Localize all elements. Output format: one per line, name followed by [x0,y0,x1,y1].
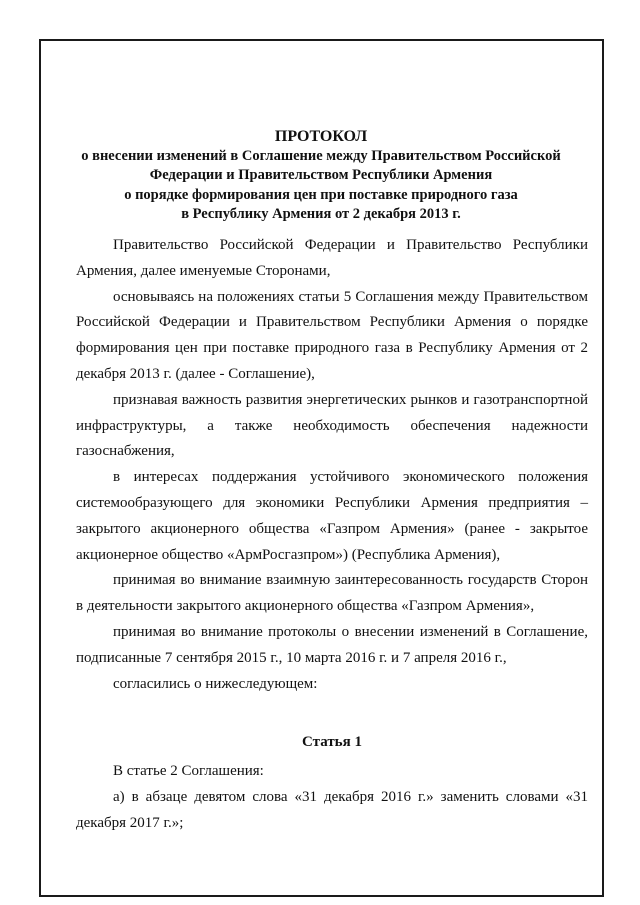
article-title: Статья 1 [302,734,362,751]
preamble-paragraph: Правительство Российской Федерации и Правительство Республики Армения, далее именуемые Сторонами, [76,237,588,279]
preamble-paragraph: согласились о нижеследующем: [113,675,318,692]
preamble-paragraph: в интересах поддержания устойчивого экономического положения системообразующего для экономики Республики Армения предприятия – закрытого акционерного общества «Газпром Армения» (ранее - закрытое акционерное общество «АрмРосгазпром») (Республика Армения), [76,469,588,563]
article-paragraph: а) в абзаце девятом слова «31 декабря 2016 г.» заменить словами «31 декабря 2017 г.»; [76,788,588,831]
preamble-paragraph: признавая важность развития энергетических рынков и газотранспортной инфраструктуры, а также необходимость обеспечения надежности газоснабжения, [76,391,588,460]
preamble-paragraph: принимая во внимание протоколы о внесении изменений в Соглашение, подписанные 7 сентября 2015 г., 10 марта 2016 г. и 7 апреля 2016 г., [76,623,588,666]
document-subtitle-line: о внесении изменений в Соглашение между Правительством Российской [81,147,561,164]
document-heading [40,127,602,225]
document-subtitle-line: о порядке формирования цен при поставке природного газа [124,186,518,203]
preamble-paragraph: основываясь на положениях статьи 5 Соглашения между Правительством Российской Федерации и Правительством Республики Армения о порядке формирования цен при поставке природного газа в Республику Армения от 2 декабря 2013 г. (далее - Соглашение), [76,288,588,382]
document-body [76,233,588,837]
preamble-paragraph: принимая во внимание взаимную заинтересованность государств Сторон в деятельности закрытого акционерного общества «Газпром Армения», [76,572,588,615]
document-title: ПРОТОКОЛ [274,128,368,145]
document-subtitle-line: в Республику Армения от 2 декабря 2013 г. [181,206,461,222]
article-paragraph: В статье 2 Соглашения: [113,763,264,780]
document-subtitle-line: Федерации и Правительством Республики Армения [149,167,493,183]
